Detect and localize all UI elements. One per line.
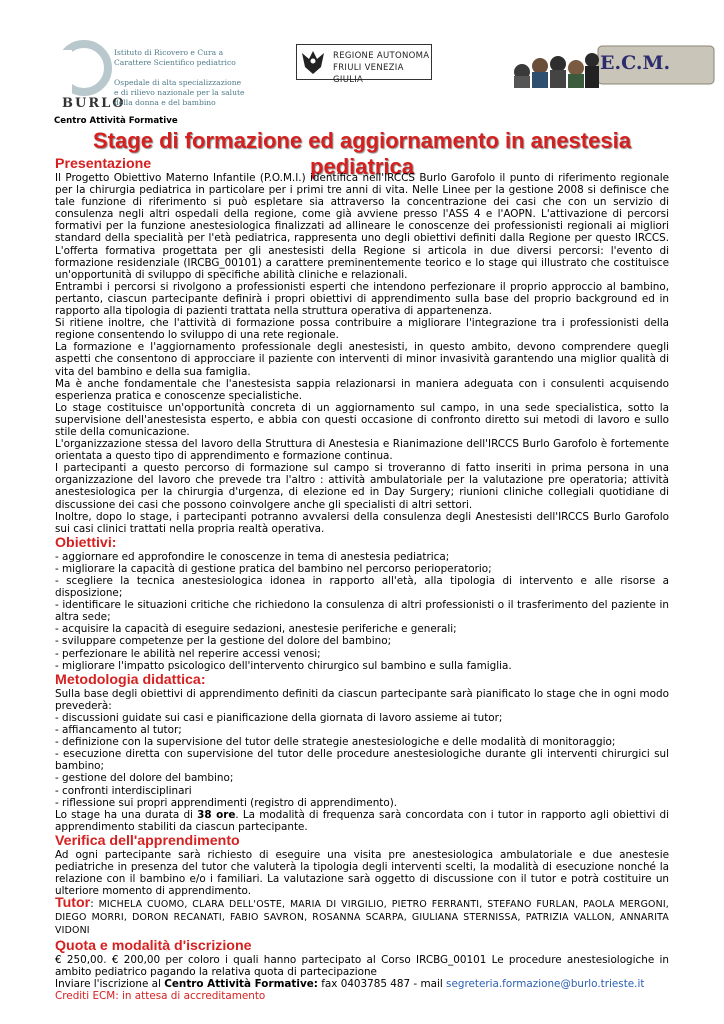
paragraph: Si ritiene inoltre, che l'attività di formazione possa contribuire a migliorare l'integrazione tra i professionisti della regione consentendo lo sviluppo di una rete regionale. — [55, 317, 669, 342]
centro-attivita-label: Centro Attività Formative — [54, 116, 178, 126]
durata-hours: 38 ore — [197, 808, 236, 821]
list-item: - migliorare l'impatto psicologico dell'intervento chirurgico sul bambino e sulla famiglia. — [55, 659, 512, 672]
list-item: - sviluppare competenze per la gestione del dolore del bambino; — [55, 635, 392, 648]
paragraph: Entrambi i percorsi si rivolgono a professionisti esperti che intendono perfezionare il proprio approccio al bambino, pertanto, ciascun partecipante definirà i propri obiettivi di apprendimento sulla base del proprio background ed in rapporto alla tipologia di pazienti trattata nella struttura operativa di appartenenza. — [55, 280, 669, 318]
paragraph: L'organizzazione stessa del lavoro della Struttura di Anestesia e Rianimazione dell'IRCCS Burlo Garofolo è fortemente orientata a questo tipo di apprendimento e formazione continua. — [55, 438, 669, 463]
tutor-names: MICHELA CUOMO, CLARA DELL'OSTE, MARIA DI VIRGILIO, PIETRO FERRANTI, STEFANO FURLAN, PAOLA MERGONI, DIEGO MORRI, DORON RECANATI, FABIO SAVRON, ROSANNA SCARPA, GIULIANA STERNISSA, PATRIZIA VALLON, ANNARITA VIDONI — [55, 899, 669, 937]
section-heading-quota: Quota e modalità d'iscrizione — [55, 937, 252, 954]
region-line-1: REGIONE AUTONOMA — [333, 51, 430, 61]
eagle-emblem-icon — [299, 47, 327, 77]
header — [0, 0, 724, 126]
list-item: - confronti interdisciplinari — [55, 784, 192, 797]
durata-paragraph: Lo stage ha una durata di 38 ore. La modalità di frequenza sarà concordata con i tutor in rapporto agli obiettivi di apprendimento stabiliti da ciascun partecipante. — [55, 808, 670, 833]
crediti-ecm: Crediti ECM: in attesa di accreditamento — [55, 989, 266, 1002]
list-item: - discussioni guidate sui casi e pianificazione della giornata di lavoro assieme ai tutor; — [55, 711, 503, 724]
paragraph: La formazione e l'aggiornamento professionale degli anestesisti, in questo ambito, devono comprendere quegli aspetti che consentono di approcciare il paziente con interventi di minor invasività garantendo una miglior qualità di vita del bambino e della sua famiglia. — [55, 341, 669, 378]
list-item: - identificare le situazioni critiche che richiedono la consulenza di altri professionisti o il trasferimento del paziente in altra sede; — [55, 599, 669, 624]
email-link[interactable]: segreteria.formazione@burlo.trieste.it — [446, 977, 645, 990]
hospital-description: Ospedale di alta specializzazione e di rilievo nazionale per la salute della donna e del bambino — [114, 78, 245, 107]
list-item: - migliorare la capacità di gestione pratica del bambino nel percorso perioperatorio; — [55, 562, 492, 575]
list-item: - definizione con la supervisione del tutor delle strategie anestesiologiche e delle modalità di monitoraggio; — [55, 736, 616, 749]
list-item: - riflessione sui propri apprendimenti (registro di apprendimento). — [55, 796, 398, 809]
region-line-2: FRIULI VENEZIA GIULIA — [333, 63, 404, 85]
list-item: - aggiornare ed approfondire le conoscenze in tema di anestesia pediatrica; — [55, 550, 450, 563]
region-logo — [296, 44, 432, 85]
list-item: - perfezionare le abilità nel reperire accessi venosi; — [55, 647, 321, 660]
list-item: - esecuzione diretta con supervisione del tutor delle procedure anestesiologiche durante gli interventi chirurgici sul bambino; — [55, 748, 669, 773]
paragraph: Il Progetto Obiettivo Materno Infantile (P.O.M.I.) identifica nell'IRCCS Burlo Garofolo il punto di riferimento regionale per la chirurgia pediatrica in particolare per i primi tre anni di vita. Nelle Linee per la gestione 2008 si definisce che tale funzione di riferimento si può espletare sia attraverso la concentrazione dei casi che con un servizio di consulenza negli altri ospedali della regione, come già avviene presso l'ASS 4 e l'AOPN. L'attivazione di percorsi formativi per la funzione anestesiologica finalizzati ad allineare le conoscenze dei professionisti regionali ai migliori standard della specialità per l'età pediatrica, rappresenta uno degli obiettivi definiti dalla Regione per questo IRCCS. L'offerta formativa progettata per gli anestesisti della Regione si articola in due diversi percorsi: l'evento di formazione residenziale (IRCBG_00101) a carattere preminentemente teorico e lo stage qui illustrato che costituisce un'opportunità di sviluppo di specifiche abilità cliniche e relazionali. — [55, 172, 669, 281]
section-heading-obiettivi: Obiettivi: — [55, 534, 117, 551]
list-item: - acquisire la capacità di eseguire sedazioni, anestesie periferiche e generali; — [55, 623, 457, 636]
paragraph: Lo stage costituisce un'opportunità concreta di un aggiornamento sul campo, in una sede specialistica, sotto la supervisione dell'anestesista esperto, e abbia con questi occasione di confronto diretto sui metodi di lavoro e sullo stile della comunicazione. — [55, 401, 669, 438]
document-body — [55, 156, 669, 1002]
section-heading-verifica: Verifica dell'apprendimento — [55, 832, 240, 849]
tutor-paragraph: Tutor: MICHELA CUOMO, CLARA DELL'OSTE, MARIA DI VIRGILIO, PIETRO FERRANTI, STEFANO FURLAN, PAOLA MERGONI, DIEGO MORRI, DORON RECANATI, FABIO SAVRON, ROSANNA SCARPA, GIULIANA STERNISSA, PATRIZIA VALLON, ANNARITA VIDONI — [55, 895, 669, 937]
paragraph: Inoltre, dopo lo stage, i partecipanti potranno avvalersi della consulenza degli Anestesisti dell'IRCCS Burlo Garofolo sui casi clinici trattati nella propria realtà operativa. — [55, 510, 669, 535]
paragraph: I partecipanti a questo percorso di formazione sul campo si troveranno di fatto inseriti in prima persona in una organizzazione del lavoro che prevede tra l'altro : attività ambulatoriale per la valutazione pre operatoria; attività anestesiologica per la chirurgia d'urgenza, di elezione ed in Day Surgery; riunioni cliniche collegiali quotidiane di discussione dei casi che possono coinvolgere anche gli specialisti di altri settori. — [55, 462, 669, 511]
iscrizione-paragraph: Inviare l'iscrizione al Centro Attività Formative: fax 0403785 487 - mail segreteria.formazione@burlo.trieste.it — [55, 977, 645, 990]
section-heading-metodologia: Metodologia didattica: — [55, 671, 206, 688]
section-heading-presentazione: Presentazione — [55, 156, 152, 172]
paragraph: Ma è anche fondamentale che l'anestesista sappia relazionarsi in maniera adeguata con i consulenti acquisendo esperienza pratica e conoscenze specialistiche. — [55, 377, 669, 402]
burlo-logo-text: BURLO — [62, 96, 126, 111]
list-item: - gestione del dolore del bambino; — [55, 772, 234, 785]
paragraph: Ad ogni partecipante sarà richiesto di eseguire una visita pre anestesiologica ambulatoriale e due anestesie pediatriche in presenza del tutor che valuterà la tipologia degli interventi scelti, la modalità di esecuzione nonché la relazione con il bambino e/o i familiari. La valutazione sarà oggetto di discussione con il tutor e potrà costituire un ulteriore momento di apprendimento. — [55, 848, 669, 898]
institute-description: Istituto di Ricovero e Cura a Carattere Scientifico pediatrico — [114, 48, 236, 67]
paragraph: Sulla base degli obiettivi di apprendimento definiti da ciascun partecipante sarà pianificato lo stage che in ogni modo prevederà: — [55, 687, 669, 712]
tutor-label: Tutor — [55, 895, 91, 912]
list-item: - scegliere la tecnica anestesiologica idonea in rapporto all'età, alla tipologia di intervento e alle risorse a disposizione; — [55, 575, 669, 600]
page-title: Stage di formazione ed aggiornamento in anestesia pediatrica — [93, 128, 631, 179]
ecm-title: E.C.M. — [600, 52, 671, 74]
list-item: - affiancamento al tutor; — [55, 724, 182, 737]
paragraph: € 250,00. € 200,00 per coloro i quali hanno partecipato al Corso IRCBG_00101 Le procedure anestesiologiche in ambito pediatrico pagando la relativa quota di partecipazione — [55, 953, 669, 978]
